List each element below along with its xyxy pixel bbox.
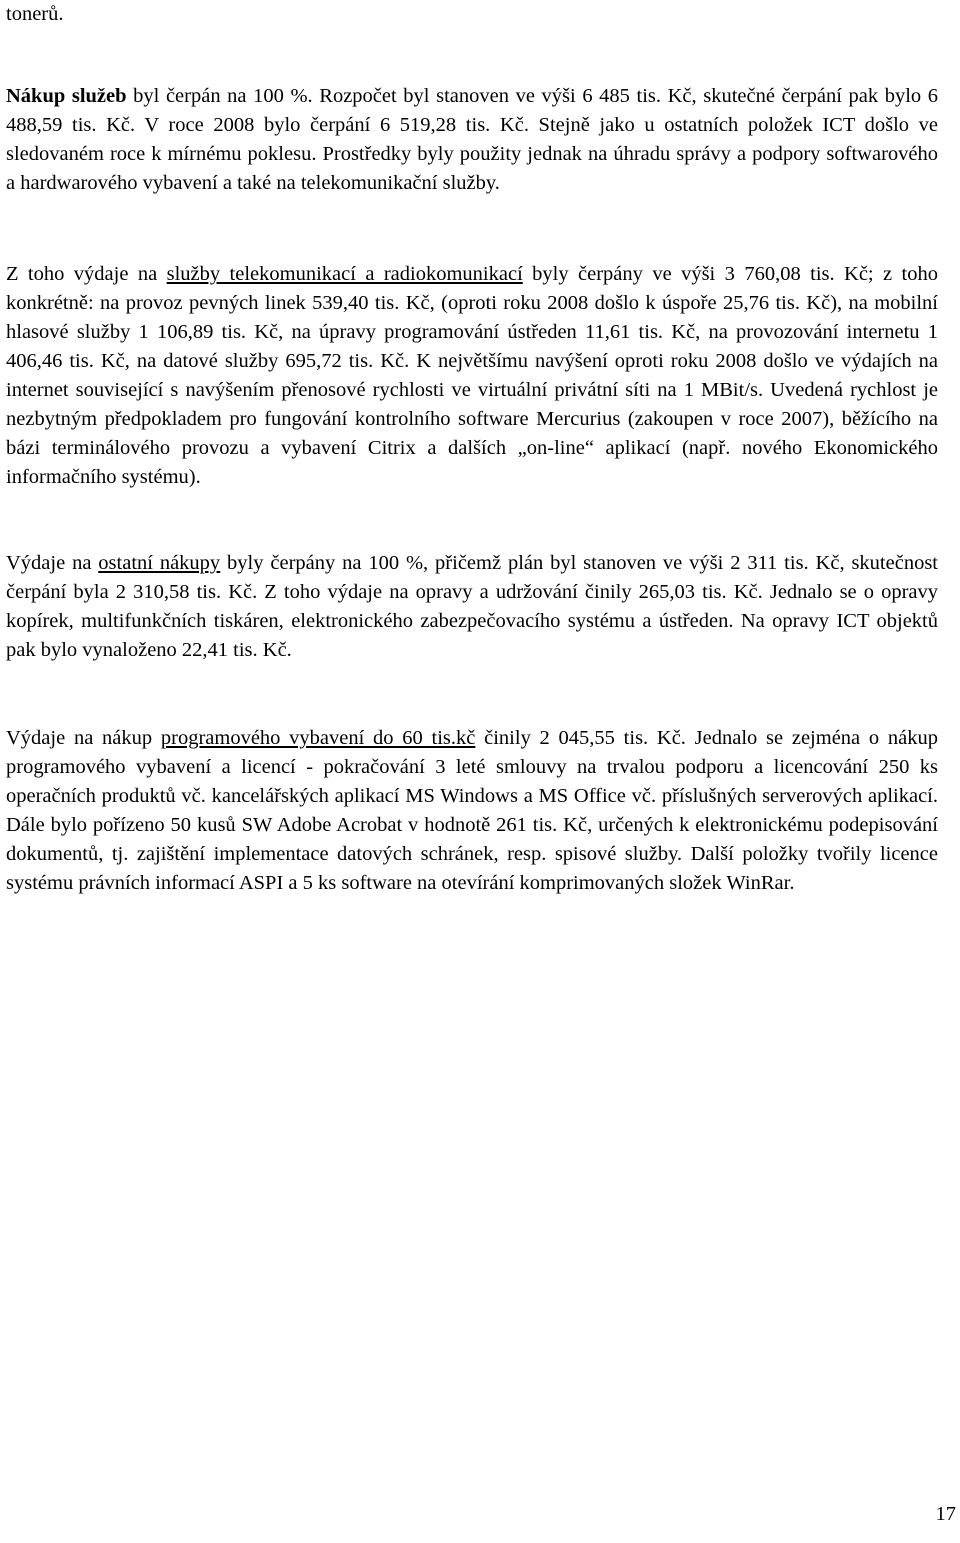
paragraph-telecom: [6, 260, 938, 492]
underlined-term: programového vybavení do 60 tis.kč: [160, 727, 476, 749]
paragraph-prefix: Z toho výdaje na: [6, 263, 167, 285]
paragraph-other-purchases: [6, 549, 938, 665]
underlined-term: ostatní nákupy: [98, 552, 221, 574]
paragraph-text: byly čerpány na 100 %, přičemž plán byl stanoven ve výši 2 311 tis. Kč, skutečnost čerpání byla 2 310,58 tis. Kč. Z toho výdaje na opravy a udržování činily 265,03 tis. Kč. Jednalo se o opravy kopírek, multifunkčních tiskáren, elektronického zabezpečovacího systému a ústředen. Na opravy ICT objektů pak bylo vynaloženo 22,41 tis. Kč.: [6, 552, 938, 661]
paragraph-services: [6, 82, 938, 198]
paragraph-software: [6, 724, 938, 898]
paragraph-prefix: Výdaje na: [6, 552, 99, 574]
paragraph-text: byl čerpán na 100 %. Rozpočet byl stanoven ve výši 6 485 tis. Kč, skutečné čerpání pak bylo 6 488,59 tis. Kč. V roce 2008 bylo čerpání 6 519,28 tis. Kč. Stejně jako u ostatních položek ICT došlo ve sledovaném roce k mírnému poklesu. Prostředky byly použity jednak na úhradu správy a podpory softwarového a hardwarového vybavení a také na telekomunikační služby.: [6, 85, 939, 194]
paragraph-lead-bold: Nákup služeb: [6, 85, 127, 107]
paragraph-text: činily 2 045,55 tis. Kč. Jednalo se zejména o nákup programového vybavení a licencí - pokračování 3 leté smlouvy na trvalou podporu a licencování 250 ks operačních produktů vč. kancelářských aplikací MS Windows a MS Office vč. příslušných serverových aplikací. Dále bylo pořízeno 50 kusů SW Adobe Acrobat v hodnotě 261 tis. Kč, určených k elektronickému podepisování dokumentů, tj. zajištění implementace datových schránek, resp. spisové služby. Další položky tvořily licence systému právních informací ASPI a 5 ks software na otevírání komprimovaných složek WinRar.: [6, 727, 938, 894]
underlined-term: služby telekomunikací a radiokomunikací: [166, 263, 523, 285]
paragraph-prefix: Výdaje na nákup: [6, 727, 161, 749]
paragraph-text: byly čerpány ve výši 3 760,08 tis. Kč; z toho konkrétně: na provoz pevných linek 539,40 tis. Kč, (oproti roku 2008 došlo k úspoře 25,76 tis. Kč), na mobilní hlasové služby 1 106,89 tis. Kč, na úpravy programování ústředen 11,61 tis. Kč, na provozování internetu 1 406,46 tis. Kč, na datové služby 695,72 tis. Kč. K největšímu navýšení oproti roku 2008 došlo ve výdajích na internet související s navýšením přenosové rychlosti ve virtuální privátní síti na 1 MBit/s. Uvedená rychlost je nezbytným předpokladem pro fungování kontrolního software Mercurius (zakoupen v roce 2007), běžícího na bázi terminálového provozu a vybavení Citrix a dalších „on-line“ aplikací (např. nového Ekonomického informačního systému).: [6, 263, 938, 488]
fragment-text: tonerů.: [6, 3, 64, 25]
page-number: 17: [935, 1503, 956, 1525]
